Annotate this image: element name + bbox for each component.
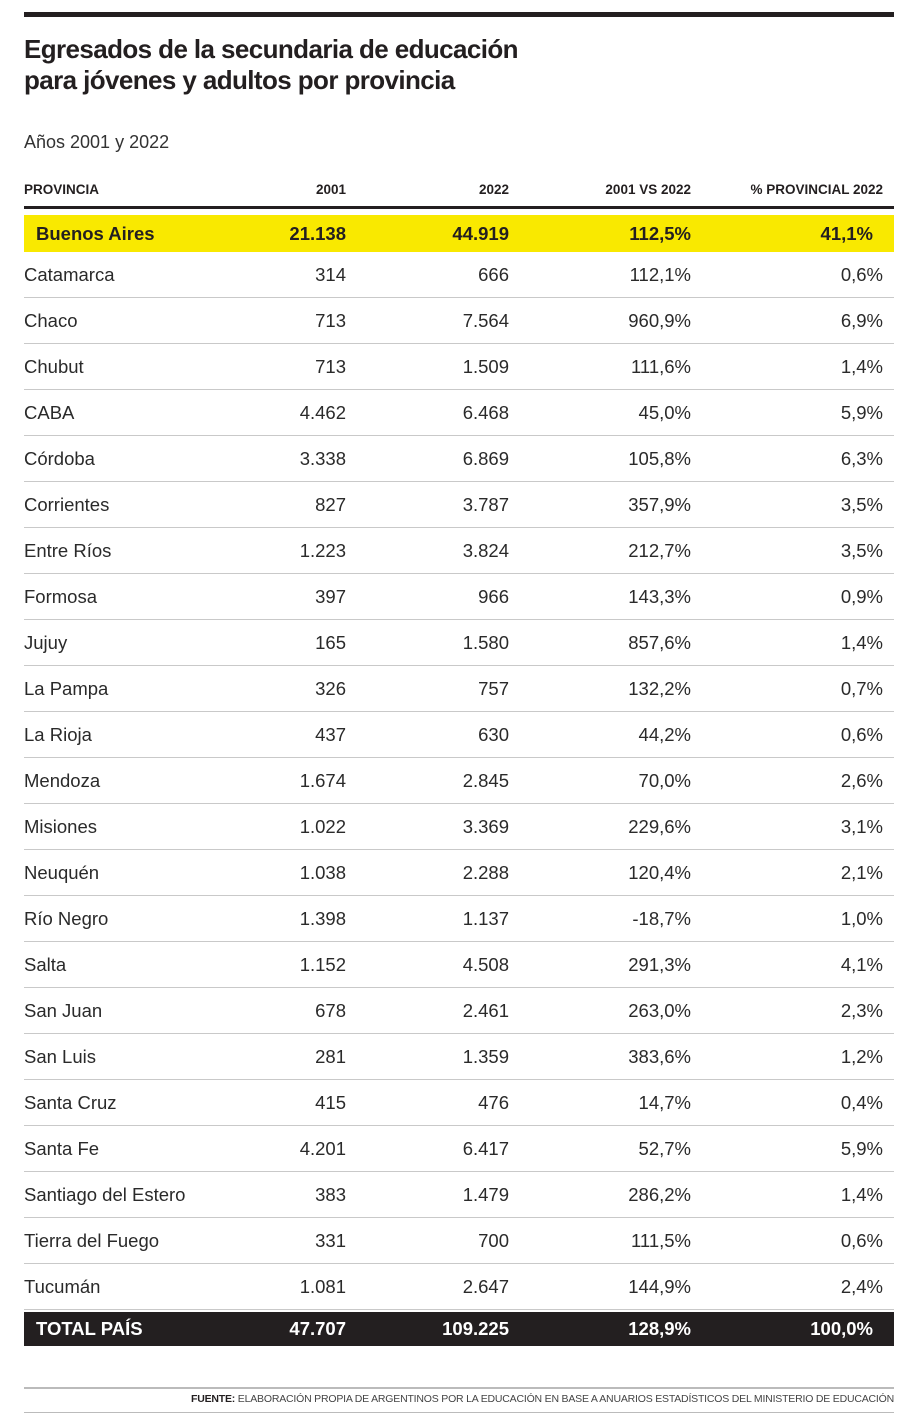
cell-2001: 1.223 [299, 539, 346, 561]
table-row [24, 988, 894, 1034]
table-row [24, 436, 894, 482]
cell-2001: 331 [315, 1229, 346, 1251]
cell-2022: 6.417 [462, 1137, 509, 1159]
cell-2001: 4.462 [299, 401, 346, 423]
cell-2022: 6.869 [462, 447, 509, 469]
source-note [191, 1393, 894, 1405]
cell-2022: 3.824 [462, 539, 509, 561]
cell-2022: 1.509 [462, 355, 509, 377]
cell-2001: 1.038 [299, 861, 346, 883]
cell-2001: 827 [315, 493, 346, 515]
cell-share: 3,5% [840, 493, 883, 515]
cell-provincia: La Rioja [24, 723, 92, 745]
header-variation: 2001 VS 2022 [605, 181, 691, 197]
footer-rule-bottom [24, 1412, 894, 1413]
cell-provincia: Neuquén [24, 861, 100, 883]
cell-provincia: Tucumán [24, 1275, 101, 1297]
table-body [24, 252, 894, 1310]
table-row [24, 896, 894, 942]
cell-variation: 120,4% [628, 861, 691, 883]
cell-2001: 314 [315, 263, 346, 285]
cell-2022: 4.508 [462, 953, 509, 975]
cell-provincia: Santa Fe [24, 1137, 100, 1159]
cell-variation: 52,7% [638, 1137, 691, 1159]
cell-provincia: Chubut [24, 355, 84, 377]
table-row [24, 850, 894, 896]
cell-2022: 2.647 [462, 1275, 509, 1297]
cell-variation: 105,8% [628, 447, 691, 469]
cell-2001: 415 [315, 1091, 346, 1113]
cell-2022: 6.468 [462, 401, 509, 423]
table-row [24, 1172, 894, 1218]
header-2001: 2001 [315, 181, 346, 197]
cell-2022: 3.369 [462, 815, 509, 837]
cell-2022: 109.225 [442, 1318, 509, 1339]
cell-2022: 44.919 [452, 222, 509, 244]
cell-variation: 286,2% [628, 1183, 691, 1205]
table-row [24, 620, 894, 666]
cell-provincia: Entre Ríos [24, 539, 112, 561]
cell-2001: 1.152 [299, 953, 346, 975]
cell-2001: 47.707 [289, 1318, 346, 1339]
cell-2001: 1.081 [299, 1275, 346, 1297]
cell-share: 6,3% [840, 447, 883, 469]
cell-2001: 326 [315, 677, 346, 699]
cell-provincia: Salta [24, 953, 67, 975]
cell-share: 3,5% [840, 539, 883, 561]
total-row [24, 1312, 894, 1346]
cell-variation: 263,0% [628, 999, 691, 1021]
cell-2001: 713 [315, 355, 346, 377]
table-header [24, 172, 894, 209]
cell-2001: 397 [315, 585, 346, 607]
table-row [24, 712, 894, 758]
cell-variation: -18,7% [632, 907, 691, 929]
cell-provincia: Chaco [24, 309, 78, 331]
cell-provincia: San Luis [24, 1045, 96, 1067]
cell-variation: 229,6% [628, 815, 691, 837]
cell-share: 0,7% [840, 677, 883, 699]
cell-2022: 7.564 [462, 309, 509, 331]
cell-share: 2,6% [840, 769, 883, 791]
cell-share: 3,1% [840, 815, 883, 837]
cell-provincia: Buenos Aires [36, 222, 155, 244]
cell-2001: 713 [315, 309, 346, 331]
cell-variation: 132,2% [628, 677, 691, 699]
cell-2001: 4.201 [299, 1137, 346, 1159]
table-row [24, 1126, 894, 1172]
table-row [24, 1264, 894, 1310]
table-row [24, 758, 894, 804]
cell-2022: 700 [478, 1229, 509, 1251]
highlight-row [24, 215, 894, 252]
cell-share: 5,9% [840, 1137, 883, 1159]
cell-variation: 70,0% [638, 769, 691, 791]
subtitle: Años 2001 y 2022 [24, 132, 170, 152]
cell-variation: 291,3% [628, 953, 691, 975]
table-row [24, 528, 894, 574]
cell-share: 1,4% [840, 631, 883, 653]
cell-2001: 1.674 [299, 769, 346, 791]
cell-2022: 2.288 [462, 861, 509, 883]
source-text: ELABORACIÓN PROPIA DE ARGENTINOS POR LA EDUCACIÓN EN BASE A ANUARIOS ESTADÍSTICOS DEL MINISTERIO DE EDUCACIÓN [235, 1393, 894, 1405]
data-table [24, 172, 894, 1346]
cell-2001: 3.338 [299, 447, 346, 469]
cell-share: 1,4% [840, 1183, 883, 1205]
cell-2022: 1.137 [462, 907, 509, 929]
table-row [24, 344, 894, 390]
cell-share: 2,3% [840, 999, 883, 1021]
cell-provincia: La Pampa [24, 677, 109, 699]
cell-provincia: TOTAL PAÍS [36, 1318, 143, 1339]
cell-provincia: Santiago del Estero [24, 1183, 186, 1205]
cell-provincia: Catamarca [24, 263, 115, 285]
cell-provincia: Misiones [24, 815, 97, 837]
cell-share: 1,2% [840, 1045, 883, 1067]
cell-variation: 14,7% [638, 1091, 691, 1113]
cell-2001: 21.138 [289, 222, 346, 244]
cell-share: 2,1% [840, 861, 883, 883]
cell-share: 4,1% [840, 953, 883, 975]
cell-2022: 1.359 [462, 1045, 509, 1067]
cell-variation: 383,6% [628, 1045, 691, 1067]
cell-variation: 960,9% [628, 309, 691, 331]
cell-provincia: Corrientes [24, 493, 110, 515]
cell-2022: 630 [478, 723, 509, 745]
source-label: FUENTE: [190, 1393, 236, 1405]
cell-2022: 1.479 [462, 1183, 509, 1205]
table-row [24, 804, 894, 850]
table-row [24, 1080, 894, 1126]
cell-share: 0,9% [840, 585, 883, 607]
cell-2001: 281 [315, 1045, 346, 1067]
page-title [24, 34, 624, 96]
cell-share: 1,4% [840, 355, 883, 377]
cell-variation: 212,7% [628, 539, 691, 561]
cell-2001: 1.022 [299, 815, 346, 837]
cell-2001: 437 [315, 723, 346, 745]
cell-provincia: Río Negro [24, 907, 109, 929]
top-rule [24, 12, 894, 17]
cell-share: 1,0% [840, 907, 883, 929]
cell-provincia: CABA [24, 401, 75, 423]
table-row [24, 942, 894, 988]
table-row [24, 574, 894, 620]
cell-share: 6,9% [840, 309, 883, 331]
cell-variation: 111,5% [631, 1229, 691, 1251]
cell-2001: 1.398 [299, 907, 346, 929]
cell-2001: 383 [315, 1183, 346, 1205]
table-row [24, 666, 894, 712]
cell-2022: 966 [478, 585, 509, 607]
cell-2001: 165 [315, 631, 346, 653]
cell-share: 0,6% [840, 723, 883, 745]
header-2022: 2022 [478, 181, 509, 197]
cell-provincia: San Juan [24, 999, 103, 1021]
cell-2022: 2.845 [462, 769, 509, 791]
header-provincia: PROVINCIA [24, 181, 100, 197]
cell-variation: 45,0% [638, 401, 691, 423]
cell-2022: 666 [478, 263, 509, 285]
cell-2022: 476 [478, 1091, 509, 1113]
cell-variation: 144,9% [628, 1275, 691, 1297]
cell-share: 41,1% [820, 222, 873, 244]
cell-provincia: Córdoba [24, 447, 95, 469]
cell-variation: 112,1% [629, 263, 691, 285]
table-row [24, 1034, 894, 1080]
cell-provincia: Santa Cruz [24, 1091, 117, 1113]
cell-2001: 678 [315, 999, 346, 1021]
cell-provincia: Formosa [24, 585, 97, 607]
cell-2022: 2.461 [462, 999, 509, 1021]
cell-2022: 3.787 [462, 493, 509, 515]
cell-variation: 111,6% [631, 355, 691, 377]
cell-variation: 357,9% [628, 493, 691, 515]
cell-2022: 757 [478, 677, 509, 699]
cell-share: 0,6% [840, 263, 883, 285]
cell-share: 0,4% [840, 1091, 883, 1113]
cell-share: 0,6% [840, 1229, 883, 1251]
cell-share: 5,9% [840, 401, 883, 423]
table-row [24, 252, 894, 298]
cell-share: 100,0% [810, 1318, 873, 1339]
title-line-2: para jóvenes y adultos por provincia [24, 65, 455, 95]
table-row [24, 298, 894, 344]
table-row [24, 1218, 894, 1264]
footer-rule [24, 1387, 894, 1389]
cell-variation: 112,5% [629, 222, 691, 244]
cell-2022: 1.580 [462, 631, 509, 653]
table-row [24, 390, 894, 436]
cell-variation: 857,6% [628, 631, 691, 653]
cell-variation: 143,3% [628, 585, 691, 607]
cell-provincia: Tierra del Fuego [24, 1229, 160, 1251]
cell-share: 2,4% [840, 1275, 883, 1297]
cell-variation: 128,9% [628, 1318, 691, 1339]
title-line-1: Egresados de la secundaria de educación [24, 34, 518, 64]
header-provincial-share: % PROVINCIAL 2022 [750, 181, 883, 197]
cell-variation: 44,2% [638, 723, 691, 745]
table-row [24, 482, 894, 528]
cell-provincia: Jujuy [24, 631, 68, 653]
cell-provincia: Mendoza [24, 769, 101, 791]
